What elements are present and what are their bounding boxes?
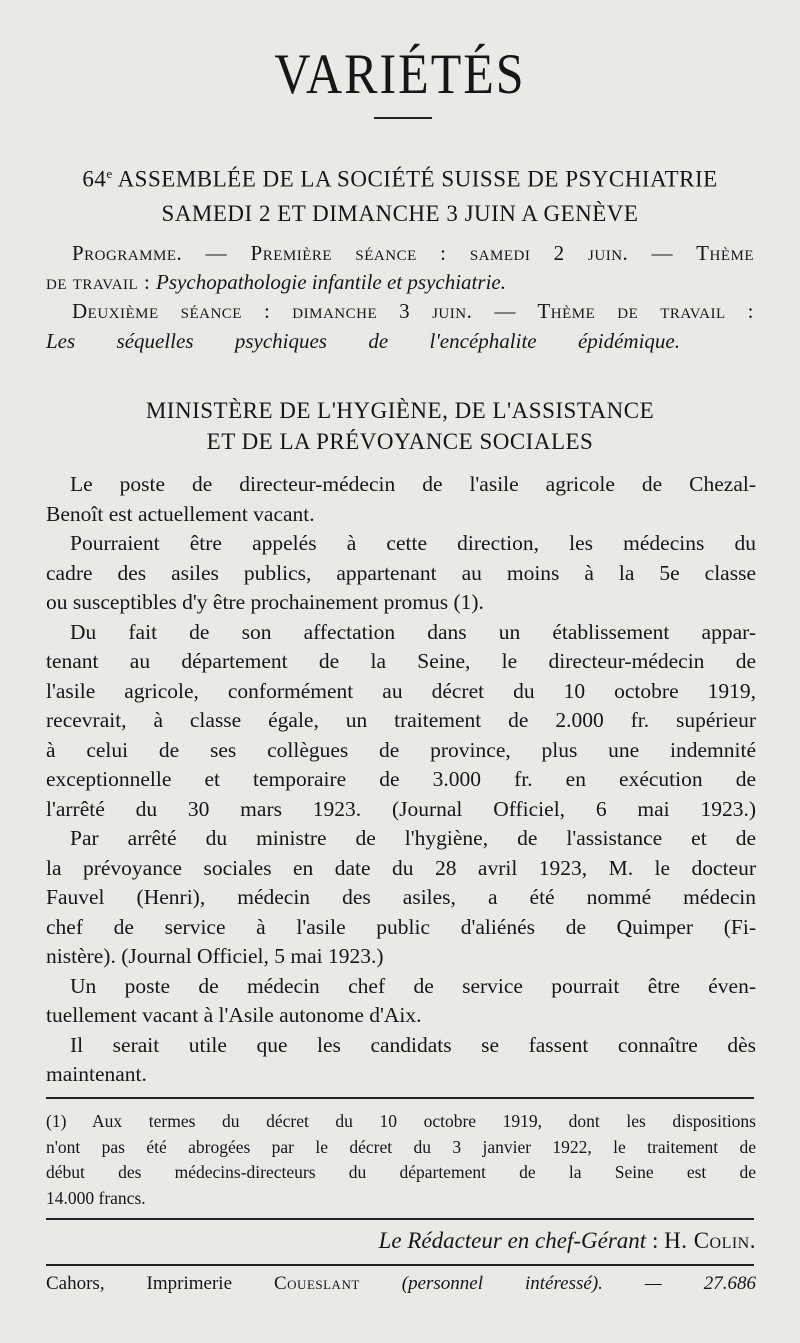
title-divider bbox=[374, 117, 432, 119]
signature-name: H. Colin. bbox=[664, 1228, 756, 1253]
program-line2-label: de travail : bbox=[46, 270, 157, 294]
body-line: exceptionnelle et temporaire de 3.000 fr. en exécution de bbox=[46, 767, 756, 791]
footnote-line: 14.000 francs. bbox=[46, 1187, 146, 1208]
program-line1: Programme. — Première séance : samedi 2 juin. — Thème bbox=[72, 241, 754, 265]
section2-heading-line2: ET DE LA PRÉVOYANCE SOCIALES bbox=[206, 429, 594, 454]
body-line: recevrait, à classe égale, un traitement de 2.000 fr. supérieur bbox=[46, 708, 756, 732]
body-line: maintenant. bbox=[46, 1062, 147, 1086]
footnote-line: n'ont pas été abrogées par le décret du 3 janvier 1922, le traitement de bbox=[46, 1136, 756, 1157]
body-line: à celui de ses collègues de province, plus une indemnité bbox=[46, 737, 756, 762]
section1-heading-ordinal: e bbox=[106, 166, 113, 181]
body-line: cadre des asiles publics, appartenant au moins à la 5e classe bbox=[46, 560, 756, 585]
program-line2-theme: Psychopathologie infantile et psychiatrie. bbox=[156, 270, 506, 294]
body-line: la prévoyance sociales en date du 28 avril 1923, M. le docteur bbox=[46, 855, 756, 880]
signature-divider bbox=[46, 1218, 754, 1220]
body-line: Benoît est actuellement vacant. bbox=[46, 501, 315, 526]
footnote-line: (1) Aux termes du décret du 10 octobre 1919, dont les dispositions bbox=[46, 1111, 756, 1131]
body-line: Fauvel (Henri), médecin des asiles, a été nommé médecin bbox=[46, 885, 756, 909]
section1-heading-line2: SAMEDI 2 ET DIMANCHE 3 JUIN A GENÈVE bbox=[161, 201, 639, 226]
body-line: chef de service à l'asile public d'aliénés de Quimper (Fi- bbox=[46, 914, 756, 939]
section1-heading-line1 bbox=[0, 166, 800, 193]
program-line2 bbox=[46, 270, 506, 295]
body-line: Le poste de directeur-médecin de l'asile agricole de Chezal- bbox=[70, 472, 756, 496]
footnote-line: début des médecins-directeurs du département de la Seine est de bbox=[46, 1162, 756, 1182]
section2-body bbox=[46, 470, 756, 1090]
program-line3: Deuxième séance : dimanche 3 juin. — Thème de travail : bbox=[72, 299, 754, 323]
body-line: nistère). (Journal Officiel, 5 mai 1923.) bbox=[46, 944, 384, 968]
imprint-printer: Coueslant bbox=[274, 1273, 360, 1294]
section2-heading-line1: MINISTÈRE DE L'HYGIÈNE, DE L'ASSISTANCE bbox=[145, 398, 655, 423]
body-line: Du fait de son affectation dans un établissement appar- bbox=[70, 619, 756, 644]
body-line: Il serait utile que les candidats se fassent connaître dès bbox=[70, 1032, 756, 1057]
body-line: ou susceptibles d'y être prochainement promus (1). bbox=[46, 590, 484, 614]
body-line: Un poste de médecin chef de service pourrait être éven- bbox=[70, 973, 756, 998]
imprint-note: (personnel intéressé). — 27.686 bbox=[359, 1273, 756, 1294]
body-line: Par arrêté du ministre de l'hygiène, de l'assistance et de bbox=[70, 826, 756, 850]
imprint-place: Cahors, Imprimerie bbox=[46, 1273, 274, 1294]
imprint bbox=[46, 1273, 756, 1295]
signature bbox=[379, 1228, 756, 1254]
body-line: l'asile agricole, conformément au décret du 10 octobre 1919, bbox=[46, 678, 756, 703]
section1-heading-text: ASSEMBLÉE DE LA SOCIÉTÉ SUISSE DE PSYCHIATRIE bbox=[112, 166, 718, 192]
signature-role: Le Rédacteur en chef-Gérant bbox=[378, 1228, 647, 1253]
body-line: tenant au département de la Seine, le directeur-médecin de bbox=[46, 649, 756, 673]
imprint-divider bbox=[46, 1264, 754, 1266]
body-line: l'arrêté du 30 mars 1923. (Journal Officiel, 6 mai 1923.) bbox=[46, 796, 756, 821]
body-line: tuellement vacant à l'Asile autonome d'Aix. bbox=[46, 1003, 422, 1027]
section1-heading-number: 64 bbox=[82, 166, 107, 192]
page-title: VARIÉTÉS bbox=[274, 41, 526, 106]
footnote-divider bbox=[46, 1097, 754, 1099]
footnote bbox=[46, 1109, 756, 1211]
program-line4: Les séquelles psychiques de l'encéphalite épidémique. bbox=[46, 329, 680, 353]
body-line: Pourraient être appelés à cette direction, les médecins du bbox=[70, 531, 756, 555]
signature-sep: : bbox=[646, 1228, 665, 1253]
